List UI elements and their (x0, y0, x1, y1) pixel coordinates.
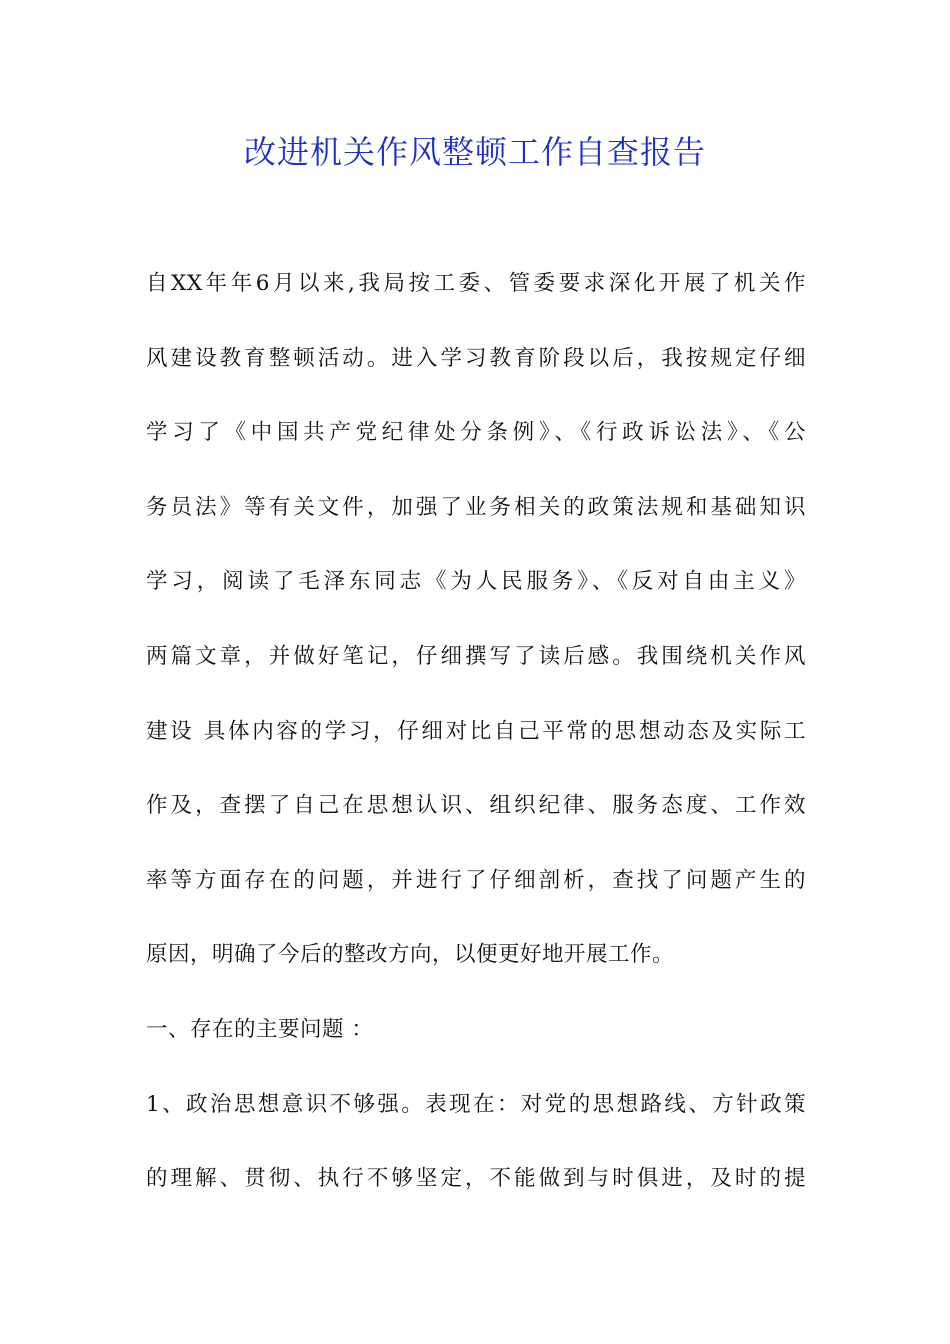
body-line-5: 学习，阅读了毛泽东同志《为人民服务》、《反对自由主义》 (146, 569, 806, 595)
document-title: 改进机关作风整顿工作自查报告 (243, 133, 706, 171)
body-line-3: 学习了《中国共产党纪律处分条例》、《行政诉讼法》、《公 (146, 420, 806, 446)
body-line-7: 建设 具体内容的学习，仔细对比自己平常的思想动态及实际工 (146, 718, 806, 744)
body-line-8: 作及，查摆了自己在思想认识、组织纪律、服务态度、工作效 (146, 793, 806, 819)
body-line-2: 风建设教育整顿活动。进入学习教育阶段以后，我按规定仔细 (146, 345, 806, 371)
body-line-9: 率等方面存在的问题，并进行了仔细剖析，查找了问题产生的 (146, 867, 806, 893)
section-heading-1: 一、存在的主要问题 ： (146, 1016, 374, 1042)
body-line-12: 1、政治思想意识不够强。表现在：对党的思想路线、方针政策 (146, 1091, 806, 1117)
document-body (146, 262, 806, 1232)
body-line-10: 原因，明确了今后的整改方向，以便更好地开展工作。 (146, 942, 675, 968)
body-line-13: 的理解、贯彻、执行不够坚定，不能做到与时俱进，及时的提 (146, 1166, 806, 1192)
body-line-6: 两篇文章，并做好笔记，仔细撰写了读后感。我围绕机关作风 (146, 643, 806, 669)
body-line-1: 自XX年年6月以来,我局按工委、管委要求深化开展了机关作 (146, 271, 806, 296)
body-line-4: 务员法》等有关文件，加强了业务相关的政策法规和基础知识 (146, 494, 806, 520)
